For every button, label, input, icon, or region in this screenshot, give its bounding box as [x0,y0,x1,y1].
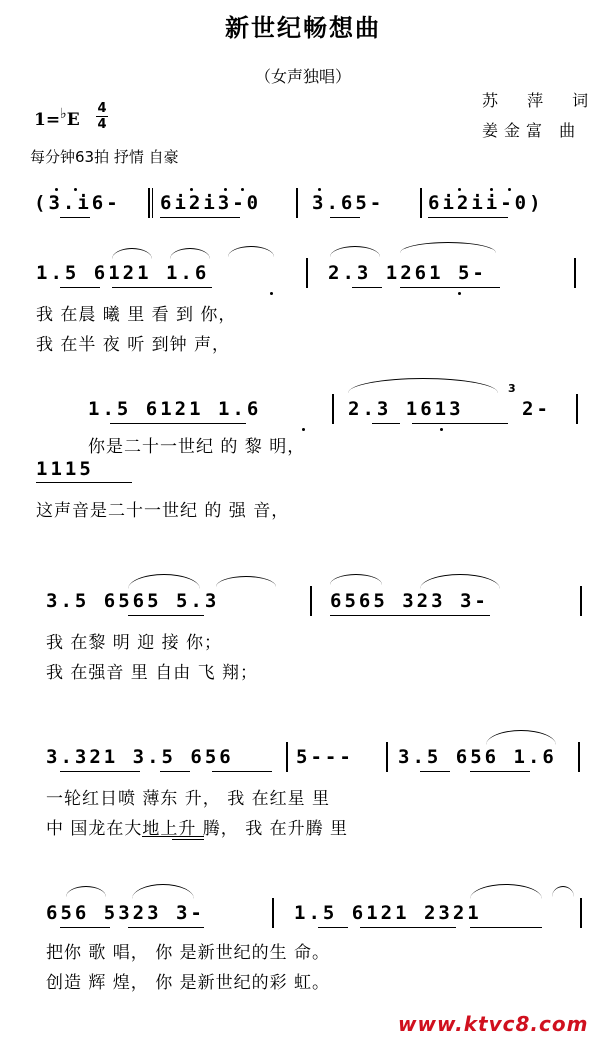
notes-measure: 6i2i3-0 [160,192,262,214]
key-prefix: 1= [34,110,61,130]
composer-credit: 姜金富 曲 [482,121,582,140]
notes-measure: 6565 323 3- [330,590,489,612]
key-signature [34,106,80,130]
grace-note: 3 [508,382,516,395]
song-title: 新世纪畅想曲 [225,14,381,42]
notes-measure: 1.5 6121 1.6 [36,262,210,284]
flat-symbol: ♭ [60,106,67,122]
lyricist-credit: 苏 萍 词 [482,91,601,110]
notes-measure: 1.5 6121 2321 [294,902,482,924]
notes-measure: 6i2ii-0) [428,192,544,214]
notes-measure: 3.5 6565 5.3 [46,590,220,612]
notes-measure: 5--- [296,746,354,768]
key-note: E [66,110,80,130]
lyrics-verse-1: 你是二十一世纪 的 黎 明， [88,437,306,457]
notes-measure: 3.5 656 1.6 [398,746,557,768]
notes-measure: 1.5 6121 1.6 [88,398,262,420]
lyrics-verse-1: 我 在黎 明 迎 接 你； [46,633,223,653]
notes-measure: 656 5323 3- [46,902,205,924]
time-signature [96,102,108,131]
lyrics-verse-2: 这声音是二十一世纪 的 强 音， [36,501,290,521]
lyrics-verse-1: 把你 歌 唱， 你 是新世纪的生 命。 [46,943,331,963]
alt-notes: 1115 [36,458,94,480]
notes-measure: 3.321 3.5 656 [46,746,234,768]
notes-measure: 2.3 1261 5- [328,262,487,284]
lyrics-verse-2: 我 在半 夜 听 到钟 声， [36,335,231,355]
notes-measure: 3.65- [312,192,385,214]
site-watermark: www.ktvc8.com [398,1012,589,1036]
lyrics-verse-2: 我 在强音 里 自由 飞 翔； [46,663,259,683]
time-signature-top: 4 [97,101,107,116]
lyrics-verse-1: 一轮红日喷 薄东 升， 我 在红星 里 [46,789,331,809]
notes-measure: 2.3 1613 [348,398,464,420]
time-signature-bottom: 4 [97,117,107,132]
notes-measure: 2- [522,398,551,420]
tempo-marking: 每分钟63拍 抒情 自豪 [30,148,179,166]
lyrics-verse-1: 我 在晨 曦 里 看 到 你， [36,305,237,325]
lyrics-verse-2: 创造 辉 煌， 你 是新世纪的彩 虹。 [46,973,331,993]
notes-measure: (3.i6- [34,192,121,214]
lyrics-verse-2: 中 国龙在大地上升 腾， 我 在升腾 里 [46,819,349,839]
song-subtitle: （女声独唱） [254,67,351,86]
